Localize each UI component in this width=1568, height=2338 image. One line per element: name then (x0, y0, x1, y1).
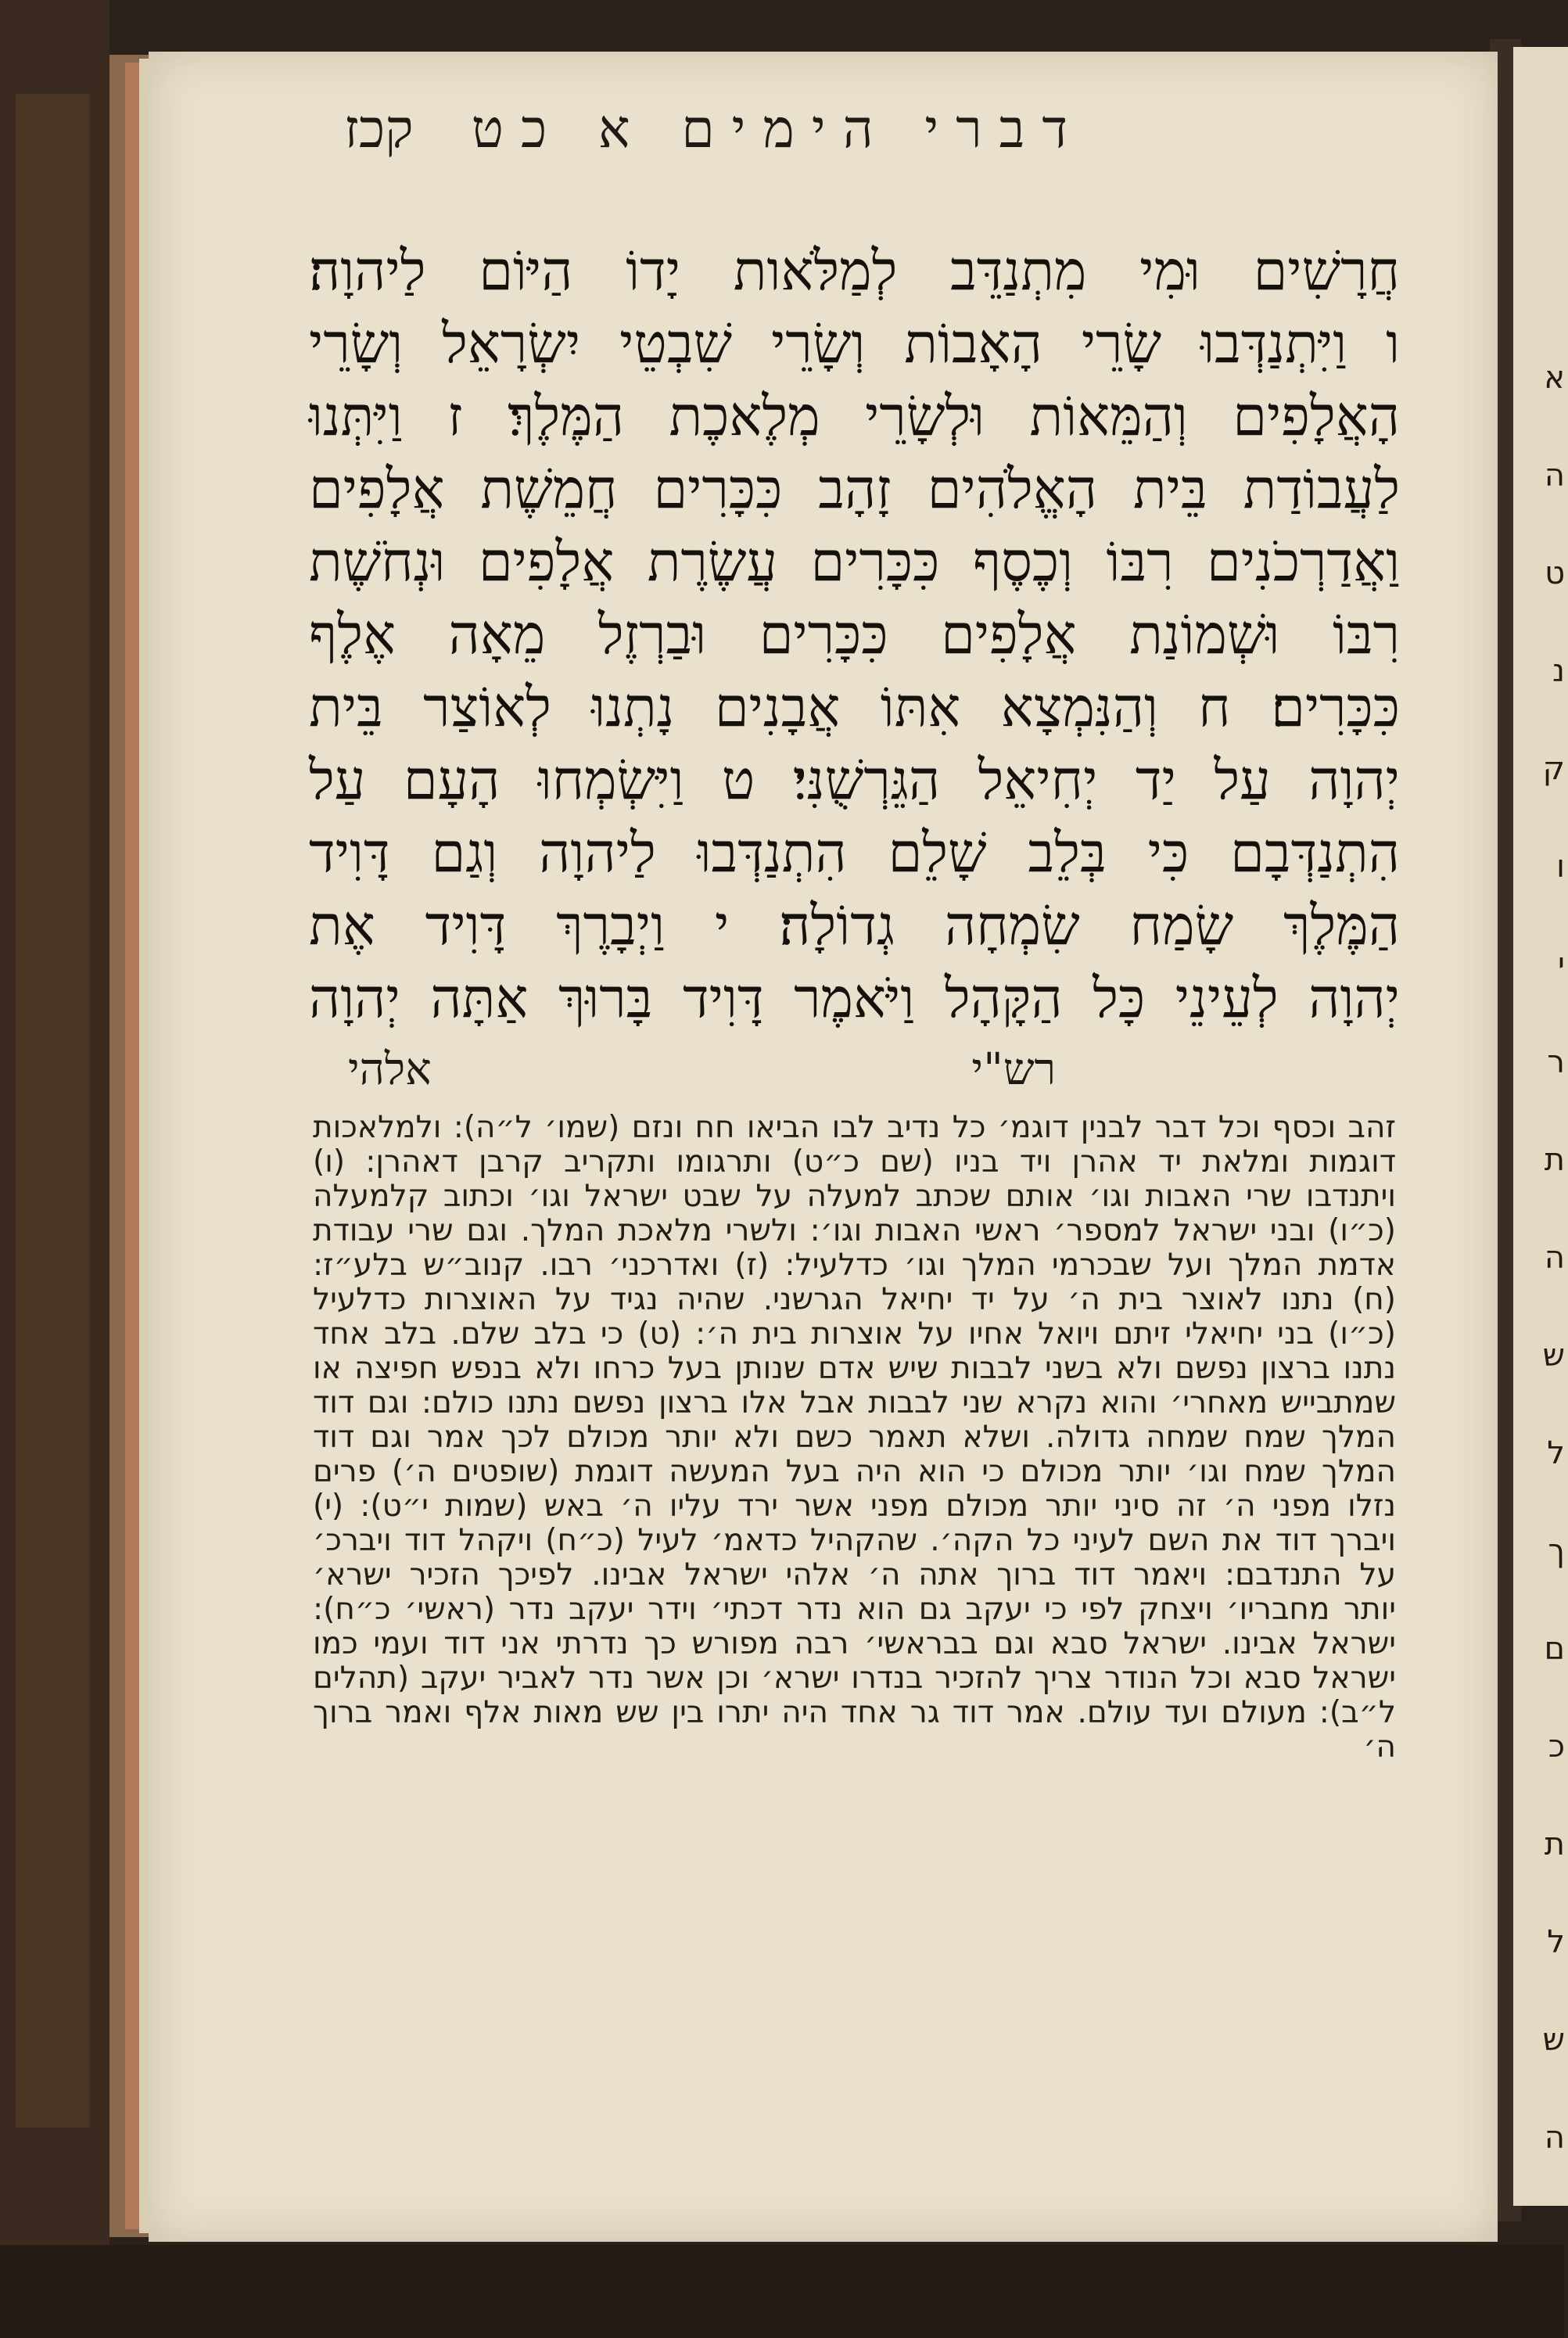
verse-line: וַאֲדַרְכֹנִים רִבּוֹ וְכֶסֶף כִּכָּרִים עֲשֶׂרֶת אֲלָפִים וּנְחֹשֶׁת (309, 530, 1400, 594)
right-page-glyph: ת (1544, 1826, 1565, 1862)
right-page-glyph: ש (1542, 1338, 1565, 1374)
commentary-line: אדמת המלך ועל שבכרמי המלך וגו׳ כדלעיל: (ז) ואדרכני׳ רבו. קנוב״ש בלע״ז: (313, 1248, 1396, 1283)
right-page-glyph: ל (1547, 1924, 1565, 1960)
commentary-line: שמתבייש מאחרי׳ והוא נקרא שני לבבות אבל אלו ברצון נפשם נתנו כולם: וגם דוד (313, 1385, 1396, 1420)
verse-line: כִּכָּרִים׃ ח וְהַנִּמְצָא אִתּוֹ אֲבָנִים נָתְנוּ לְאוֹצַר בֵּית (309, 675, 1400, 739)
commentary-line: (כ״ו) ובני ישראל למספר׳ ראשי האבות וגו׳: ולשרי מלאכת המלך. וגם שרי עבודת (313, 1213, 1396, 1248)
commentary-line: ה׳ (1363, 1729, 1396, 1765)
verse-line: יְהוָה לְעֵינֵי כָּל הַקָּהָל וַיֹּאמֶר דָּוִיד בָּרוּךְ אַתָּה יְהוָה (309, 966, 1400, 1030)
verse-line: הִתְנַדְּבָם כִּי בְּלֵב שָׁלֵם הִתְנַדְּבוּ לַיהוָה וְגַם דָּוִיד (309, 821, 1400, 885)
commentary-line: (כ״ו) בני יחיאלי זיתם ויואל אחיו על אוצרות בית ה׳: (ט) כי בלב שלם. בלב אחד (313, 1316, 1396, 1352)
commentary-line: המלך שמח וגו׳ יותר מכולם כי הוא היה בעל המעשה דוגמת (שופטים ה׳) פרים (313, 1454, 1396, 1489)
right-page-glyph: ו (1556, 849, 1565, 885)
verse-line: הַמֶּלֶךְ שָׂמַח שִׂמְחָה גְדוֹלָה׃ י וַיְבָרֶךְ דָּוִיד אֶת (309, 893, 1400, 957)
right-page-glyph: ה (1544, 1240, 1565, 1276)
commentary-line: ל״ב): מעולם ועד עולם. אמר דוד גר אחד היה יתרו בין שש מאות אלף ואמר ברוך (313, 1695, 1396, 1730)
right-page-glyph: כ (1548, 1729, 1565, 1765)
right-page-glyph: ה (1544, 2120, 1565, 2156)
commentary-line: נזלו מפני ה׳ זה סיני יותר מכולם מפני אשר ירד עליו ה׳ באש (שמות י״ט): (י) (313, 1489, 1396, 1524)
verse-line: חֲרָשִׁים וּמִי מִתְנַדֵּב לְמַלֹּאות יָדוֹ הַיּוֹם לַיהוָה׃ (309, 239, 1400, 303)
commentary-line: (ח) נתנו לאוצר בית ה׳ על יד יחיאל הגרשני. שהיה נגיד על האוצרות כדלעיל (313, 1282, 1396, 1317)
right-page-glyph: ש (1542, 2022, 1565, 2058)
verse-text (309, 235, 1400, 1035)
verse-line: רִבּוֹ וּשְׁמוֹנַת אֲלָפִים כִּכָּרִים וּבַרְזֶל מֵאָה אֶלֶף (309, 602, 1400, 666)
commentary-line: על התנדבם: ויאמר דוד ברוך אתה ה׳ אלהי ישראל אבינו. לפיכך הזכיר ישרא׳ (313, 1557, 1396, 1593)
rashi-label: רש"י (971, 1044, 1056, 1095)
page-number: קכז (344, 99, 414, 160)
right-page-glyph: י (1558, 946, 1565, 982)
commentary-line: ויברך דוד את השם לעיני כל הקה׳. שהקהיל כדאמ׳ לעיל (כ״ח) ויקהל דוד ויברכ׳ (313, 1523, 1396, 1558)
running-title: דברי הימים א כט (471, 99, 1085, 160)
verse-line: הָאֲלָפִים וְהַמֵּאוֹת וּלְשָׂרֵי מְלֶאכֶת הַמֶּלֶךְ׃ ז וַיִּתְּנוּ (309, 384, 1400, 448)
commentary-line: נתנו ברצון נפשם ולא בשני לבבות שיש אדם שנותן בעל כרחו ולא בנפש חפיצה או (313, 1351, 1396, 1386)
right-page-glyph: ך (1548, 1533, 1565, 1569)
right-page-glyph: ם (1544, 1631, 1565, 1667)
commentary-line: המלך שמח שמחה גדולה. ושלא תאמר כשם ולא יותר מכולם לכך אמר וגם דוד (313, 1420, 1396, 1455)
commentary-line: זהב וכסף וכל דבר לבנין דוגמ׳ כל נדיב לבו הביאו חח ונזם (שמו׳ ל״ה): ולמלאכות (313, 1110, 1396, 1145)
verse-line: יְהוָה עַל יַד יְחִיאֵל הַגֵּרְשֻׁנִּי׃ ט וַיִּשְׂמְחוּ הָעָם עַל (309, 748, 1400, 812)
right-page-fragment (1513, 47, 1568, 2206)
commentary-line: ישראל סבא וכל הנודר צריך להזכיר בנדרו ישרא׳ וכן אשר נדר לאביר יעקב (תהלים (313, 1661, 1396, 1696)
catchword: אלהי (348, 1044, 432, 1095)
right-page-glyph: ל (1547, 1435, 1565, 1471)
right-page-glyph: נ (1552, 653, 1565, 689)
rashi-heading-row (336, 1044, 1392, 1099)
commentary-line: ישראל אבינו. ישראל סבא וגם בבראשי׳ רבה מפורש כך נדרתי אני דוד ועמי כמו (313, 1626, 1396, 1661)
verse-line: ו וַיִּתְנַדְּבוּ שָׂרֵי הָאָבוֹת וְשָׂרֵי שִׁבְטֵי יִשְׂרָאֵל וְשָׂרֵי (309, 311, 1400, 375)
right-page-glyph: א (1544, 360, 1565, 396)
right-page-glyph: ר (1547, 1044, 1565, 1080)
commentary-line: דוגמות ומלאת יד אהרן ויד בניו (שם כ״ט) ותרגומו ותקריב קרבן דאהרן: (ו) (313, 1144, 1396, 1180)
commentary-line: יותר מחבריו׳ ויצחק לפי כי יעקב גם הוא נדר דכתי׳ וידר יעקב נדר (ראשי׳ כ״ח): (313, 1592, 1396, 1627)
right-page-glyph: ק (1542, 751, 1565, 787)
right-page-glyph: ט (1545, 555, 1565, 591)
verse-line: לַעֲבוֹדַת בֵּית הָאֱלֹהִים זָהָב כִּכָּרִים חֲמֵשֶׁת אֲלָפִים (309, 457, 1400, 521)
right-page-glyph: ה (1544, 458, 1565, 494)
right-page-glyph: ת (1544, 1142, 1565, 1178)
rashi-commentary (313, 1111, 1396, 1765)
commentary-line: ויתנדבו שרי האבות וגו׳ אותם שכתב למעלה על שבט ישראל וגו׳ וכתוב קלמעלה (313, 1179, 1396, 1214)
